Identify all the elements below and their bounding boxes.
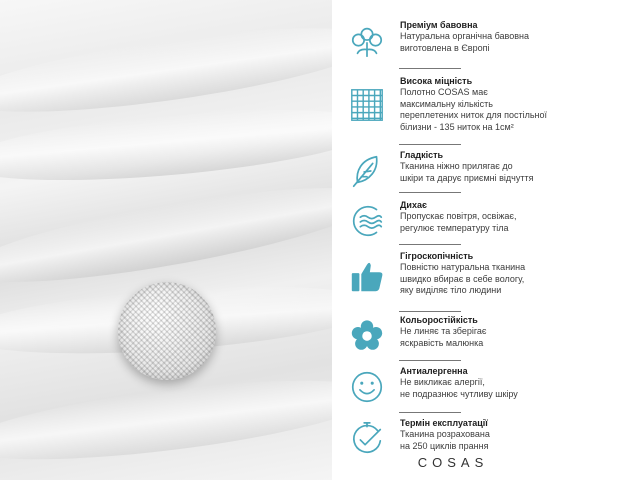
- feature-description: Повністю натуральна тканина швидко вбирає в себе вологу, яку виділяє тіло людини: [400, 262, 526, 295]
- feature-item: [346, 20, 636, 80]
- smiley-icon: [348, 368, 386, 406]
- fabric-weave-icon: [348, 86, 386, 124]
- feature-description: Тканина розрахована на 250 циклів прання: [400, 429, 490, 451]
- timer-check-icon: [348, 420, 386, 458]
- fabric-weave-closeup: [118, 282, 216, 380]
- feature-description: Не линяє та зберігає яскравість малюнка: [400, 326, 487, 348]
- divider: [399, 68, 461, 69]
- divider: [399, 244, 461, 245]
- divider: [399, 412, 461, 413]
- feature-title: Кольоростійкість: [400, 315, 478, 325]
- brand-logo: COSAS: [417, 455, 489, 470]
- feature-description: Полотно COSAS має максимальну кількість переплетених ниток для постільної білизни - 135 ниток на 1см²: [400, 87, 548, 132]
- divider: [399, 360, 461, 361]
- feature-title: Дихає: [400, 200, 427, 210]
- feather-icon: [348, 152, 386, 190]
- feature-description: Не викликає алергії, не подразнює чутливу шкіру: [400, 377, 518, 399]
- feature-title: Гігроскопічність: [400, 251, 474, 261]
- feature-title: Висока міцність: [400, 76, 473, 86]
- feature-description: Натуральна органічна бавовна виготовлена в Європі: [400, 31, 529, 53]
- divider: [399, 311, 461, 312]
- feature-title: Термін експлуатації: [400, 418, 488, 428]
- air-waves-icon: [348, 202, 386, 240]
- feature-title: Антиалергенна: [400, 366, 468, 376]
- fabric-fold: [0, 365, 332, 476]
- feature-item: [346, 366, 636, 426]
- cotton-icon: [348, 22, 386, 60]
- divider: [399, 192, 461, 193]
- thumbs-up-icon: [348, 257, 386, 295]
- feature-item: [346, 76, 636, 136]
- feature-title: Преміум бавовна: [400, 20, 478, 30]
- feature-description: Пропускає повітря, освіжає, регулює температуру тіла: [400, 211, 517, 233]
- feature-title: Гладкість: [400, 150, 444, 160]
- flower-icon: [348, 317, 386, 355]
- feature-item: [346, 251, 636, 311]
- divider: [399, 144, 461, 145]
- feature-description: Тканина ніжно прилягає до шкіри та дарує приємні відчуття: [400, 161, 534, 183]
